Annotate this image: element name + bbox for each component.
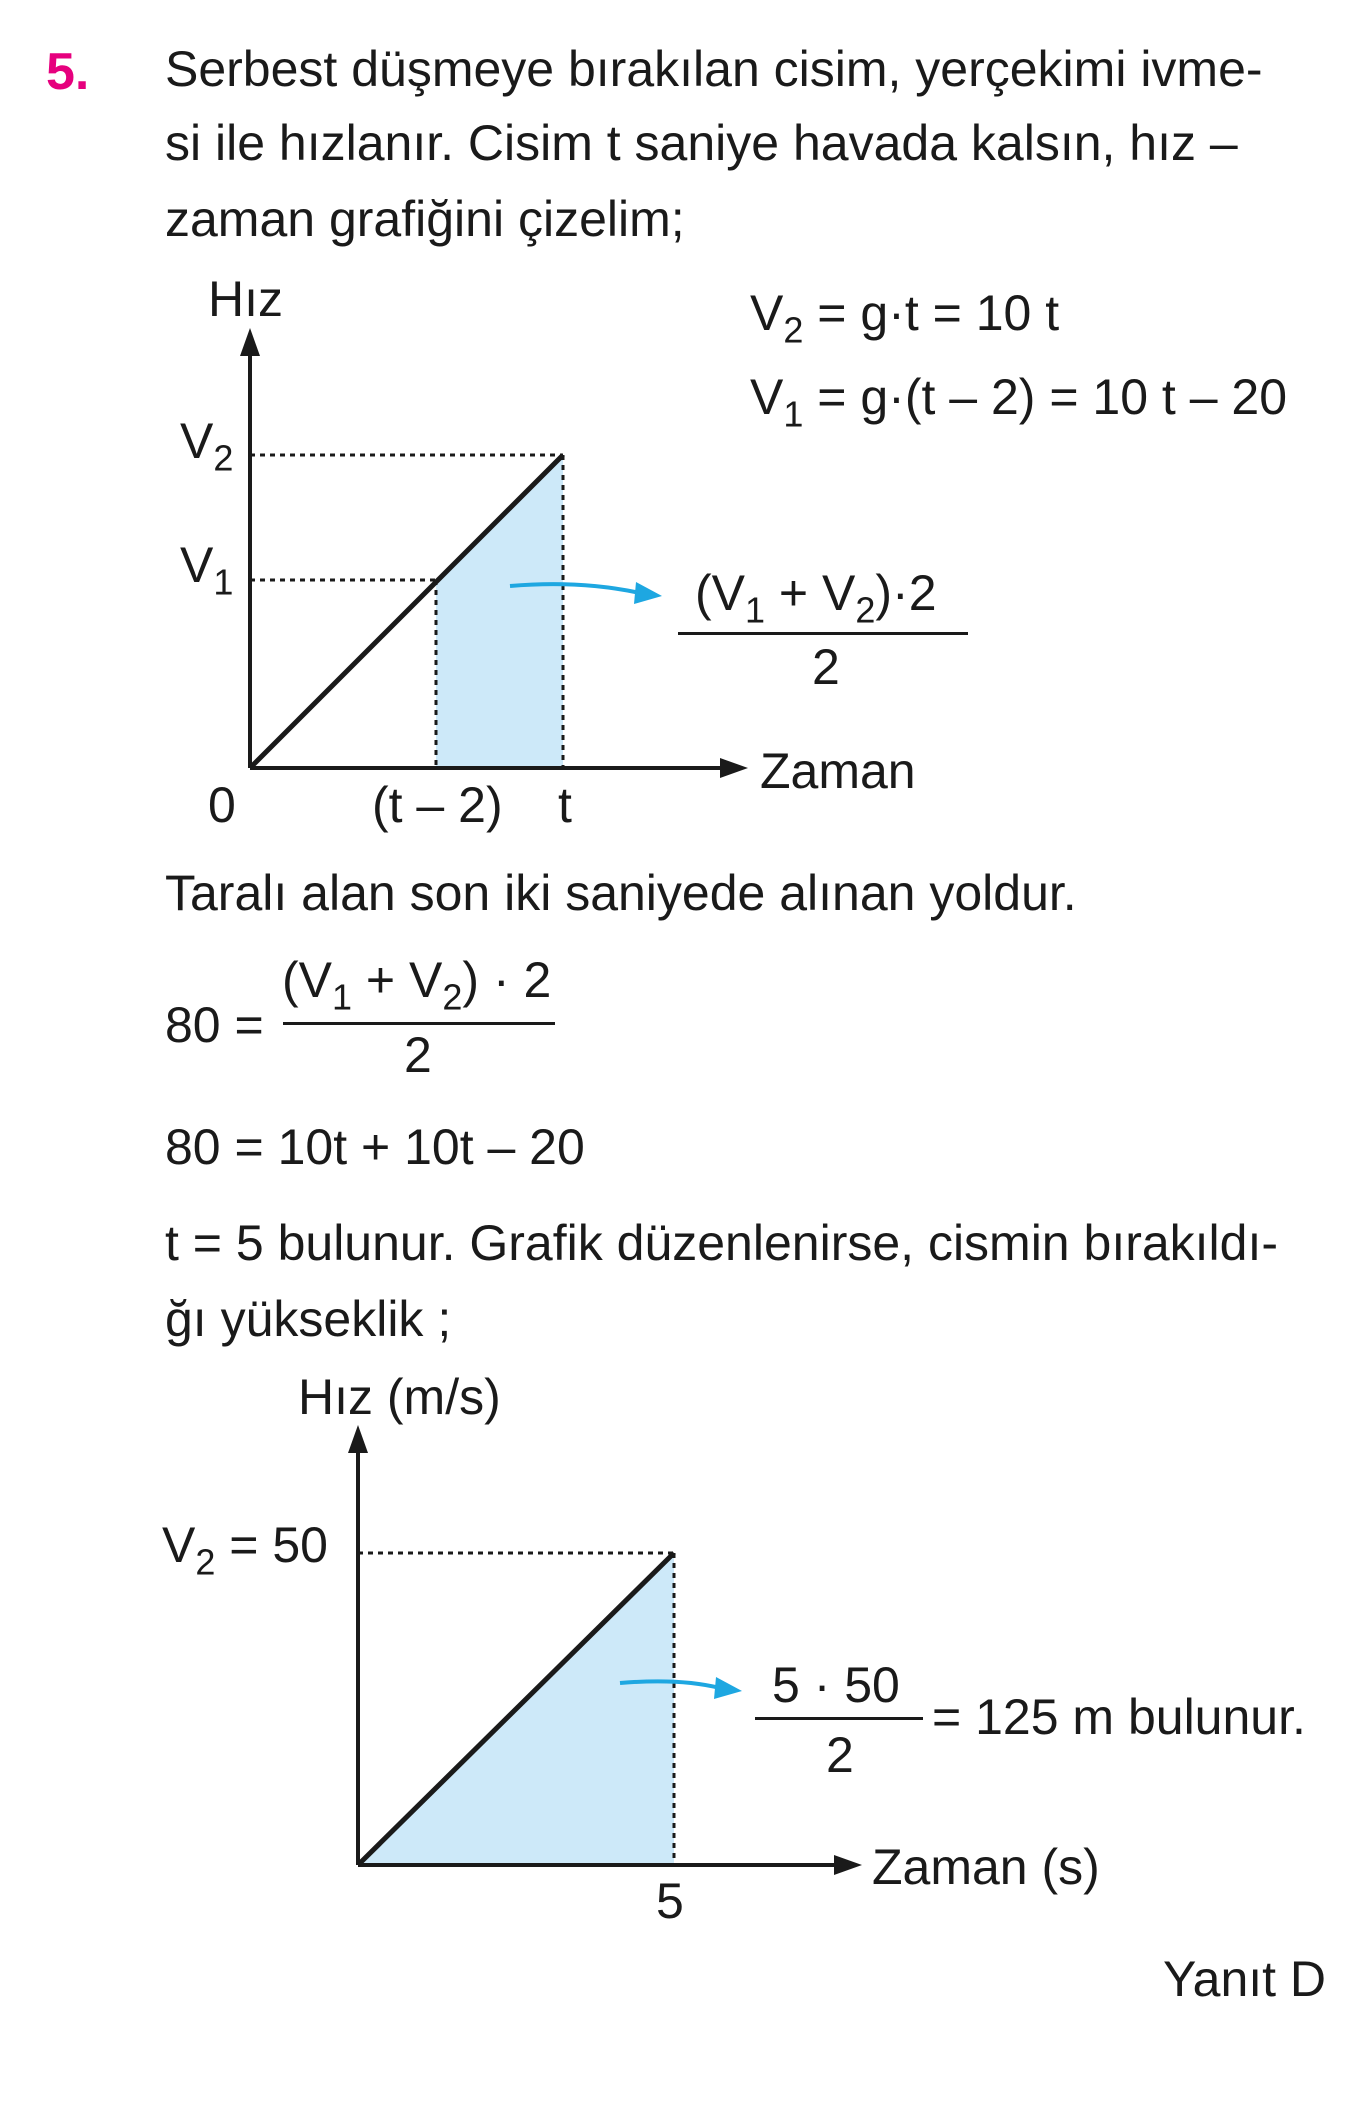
equation-80-frac-line [283, 1022, 555, 1025]
graph-2-x-tick: 5 [656, 1873, 684, 1929]
intro-line-2: si ile hızlanır. Cisim t saniye havada kalsın, hız – [165, 115, 1238, 171]
equation-80-lhs: 80 = [165, 997, 264, 1053]
graph-2-blue-arrowhead [714, 1677, 742, 1699]
graph-1-y-axis-label: Hız [208, 271, 283, 327]
graph-2-frac-top: 5 · 50 [772, 1657, 900, 1713]
graph-1-blue-arrowhead [634, 582, 662, 604]
graph-1-x-arrow [720, 758, 748, 778]
equation-v1: $V_1 = g\cdot(t - 2) = 10$ t – 20 [750, 369, 1288, 435]
graph-1-formula-bottom: 2 [812, 639, 840, 695]
graph-1-x-axis-label: Zaman [760, 743, 916, 799]
graph-1-y-arrow [240, 328, 260, 356]
intro-line-1: Serbest düşmeye bırakılan cisim, yerçekimi ivme- [165, 41, 1263, 97]
shaded-area-text: Taralı alan son iki saniyede alınan yoldur. [165, 865, 1077, 921]
answer-label: Yanıt D [1163, 1951, 1327, 2007]
graph-2-y-tick: $V_2 = 50$ [162, 1517, 328, 1583]
equation-80-expanded: 80 = 10t + 10t – 20 [165, 1119, 585, 1175]
graph-2-y-axis-label: Hız (m/s) [298, 1369, 501, 1425]
graph-1-formula-top: $(V_1 + V_2)\cdot 2$ [695, 565, 937, 631]
graph-1-x-tick-t2: (t – 2) [372, 777, 503, 833]
graph-1-y-tick-v1: $V_1$ [180, 537, 234, 603]
graph-1-origin-label: 0 [208, 777, 236, 833]
graph-1-formula-line [678, 632, 968, 635]
equation-v2: $V_2 = g\cdot t = 10$ t [750, 285, 1060, 351]
result-line-1: t = 5 bulunur. Grafik düzenlenirse, cismin bırakıldı- [165, 1215, 1279, 1271]
graph-2-frac-line [755, 1717, 923, 1720]
result-line-2: ğı yükseklik ; [165, 1291, 452, 1347]
equation-80-frac-top: $(V_1 + V_2) \cdot 2$ [282, 952, 552, 1018]
graph-2-frac-bottom: 2 [826, 1727, 854, 1783]
graph-2-x-arrow [834, 1855, 862, 1875]
equation-80-frac-bottom: 2 [404, 1027, 432, 1083]
graph-1-shaded-area [436, 455, 563, 768]
graph-2-y-arrow [348, 1425, 368, 1453]
intro-line-3: zaman grafiğini çizelim; [165, 191, 685, 247]
graph-2-frac-result: = 125 m bulunur. [932, 1689, 1306, 1745]
graph-2-x-axis-label: Zaman (s) [872, 1839, 1100, 1895]
graph-1-y-tick-v2: $V_2$ [180, 413, 234, 479]
question-number: 5. [46, 43, 90, 101]
graph-1-x-tick-t: t [558, 777, 572, 833]
